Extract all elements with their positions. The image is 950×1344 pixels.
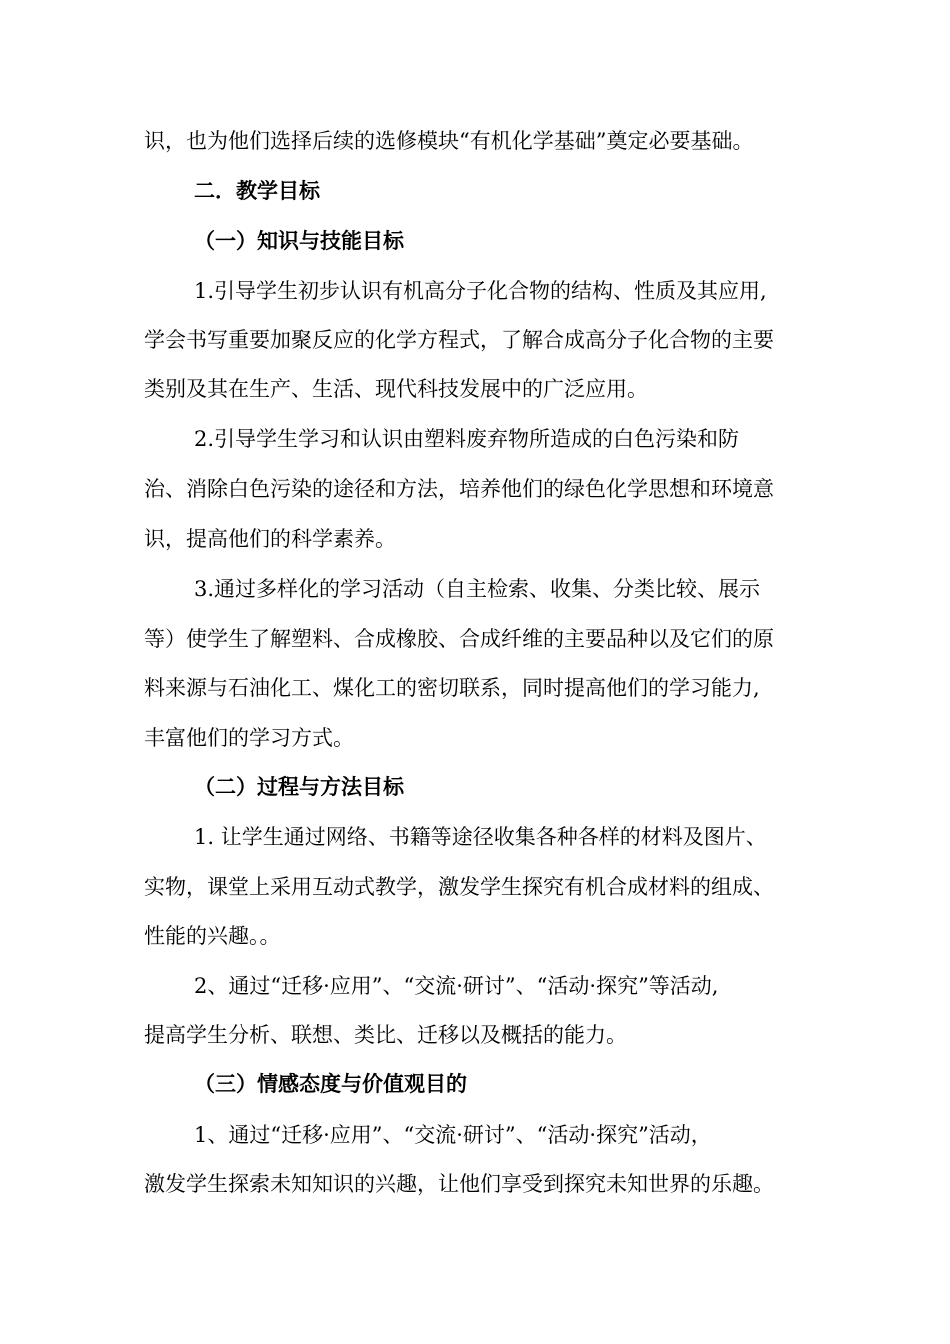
paragraph-line: 2.引导学生学习和认识由塑料废弃物所造成的白色污染和防: [194, 427, 740, 451]
subheading-emotion-values: （三）情感态度与价值观目的: [194, 1071, 467, 1096]
paragraph-line: 提高学生分析、联想、类比、迁移以及概括的能力。: [144, 1023, 627, 1047]
paragraph-line: 类别及其在生产、生活、现代科技发展中的广泛应用。: [144, 377, 648, 401]
paragraph-line: 性能的兴趣。。: [144, 924, 281, 948]
subheading-knowledge-skills: （一）知识与技能目标: [194, 228, 404, 253]
paragraph-line: 1.引导学生初步认识有机高分子化合物的结构、性质及其应用,: [194, 279, 767, 303]
paragraph-line: 3.通过多样化的学习活动（自主检索、收集、分类比较、展示: [194, 577, 761, 601]
paragraph-line: 2、通过“迁移·应用”、“交流·研讨”、“活动·探究”等活动,: [194, 974, 719, 998]
paragraph-line: 学会书写重要加聚反应的化学方程式，了解合成高分子化合物的主要: [144, 328, 774, 352]
paragraph-line: 激发学生探索未知知识的兴趣，让他们享受到探究未知世界的乐趣。: [144, 1172, 774, 1196]
paragraph-line: 1. 让学生通过网络、书籍等途径收集各种各样的材料及图片、: [194, 825, 767, 849]
paragraph-line: 识，提高他们的科学素养。: [144, 527, 396, 551]
paragraph-line: 丰富他们的学习方式。: [144, 726, 354, 750]
section-heading-teaching-goals: 二．教学目标: [194, 178, 320, 203]
paragraph-line: 实物，课堂上采用互动式教学，激发学生探究有机合成材料的组成、: [144, 875, 774, 899]
paragraph-continuation-line: 识，也为他们选择后续的选修模块“有机化学基础”奠定必要基础。: [144, 129, 754, 153]
paragraph-line: 等）使学生了解塑料、合成橡胶、合成纤维的主要品种以及它们的原: [144, 627, 774, 651]
paragraph-line: 1、通过“迁移·应用”、“交流·研讨”、“活动·探究”活动，: [194, 1123, 712, 1147]
paragraph-line: 料来源与石油化工、煤化工的密切联系，同时提高他们的学习能力,: [144, 676, 760, 700]
subheading-process-methods: （二）过程与方法目标: [194, 774, 404, 799]
paragraph-line: 治、消除白色污染的途径和方法，培养他们的绿色化学思想和环境意: [144, 477, 774, 501]
